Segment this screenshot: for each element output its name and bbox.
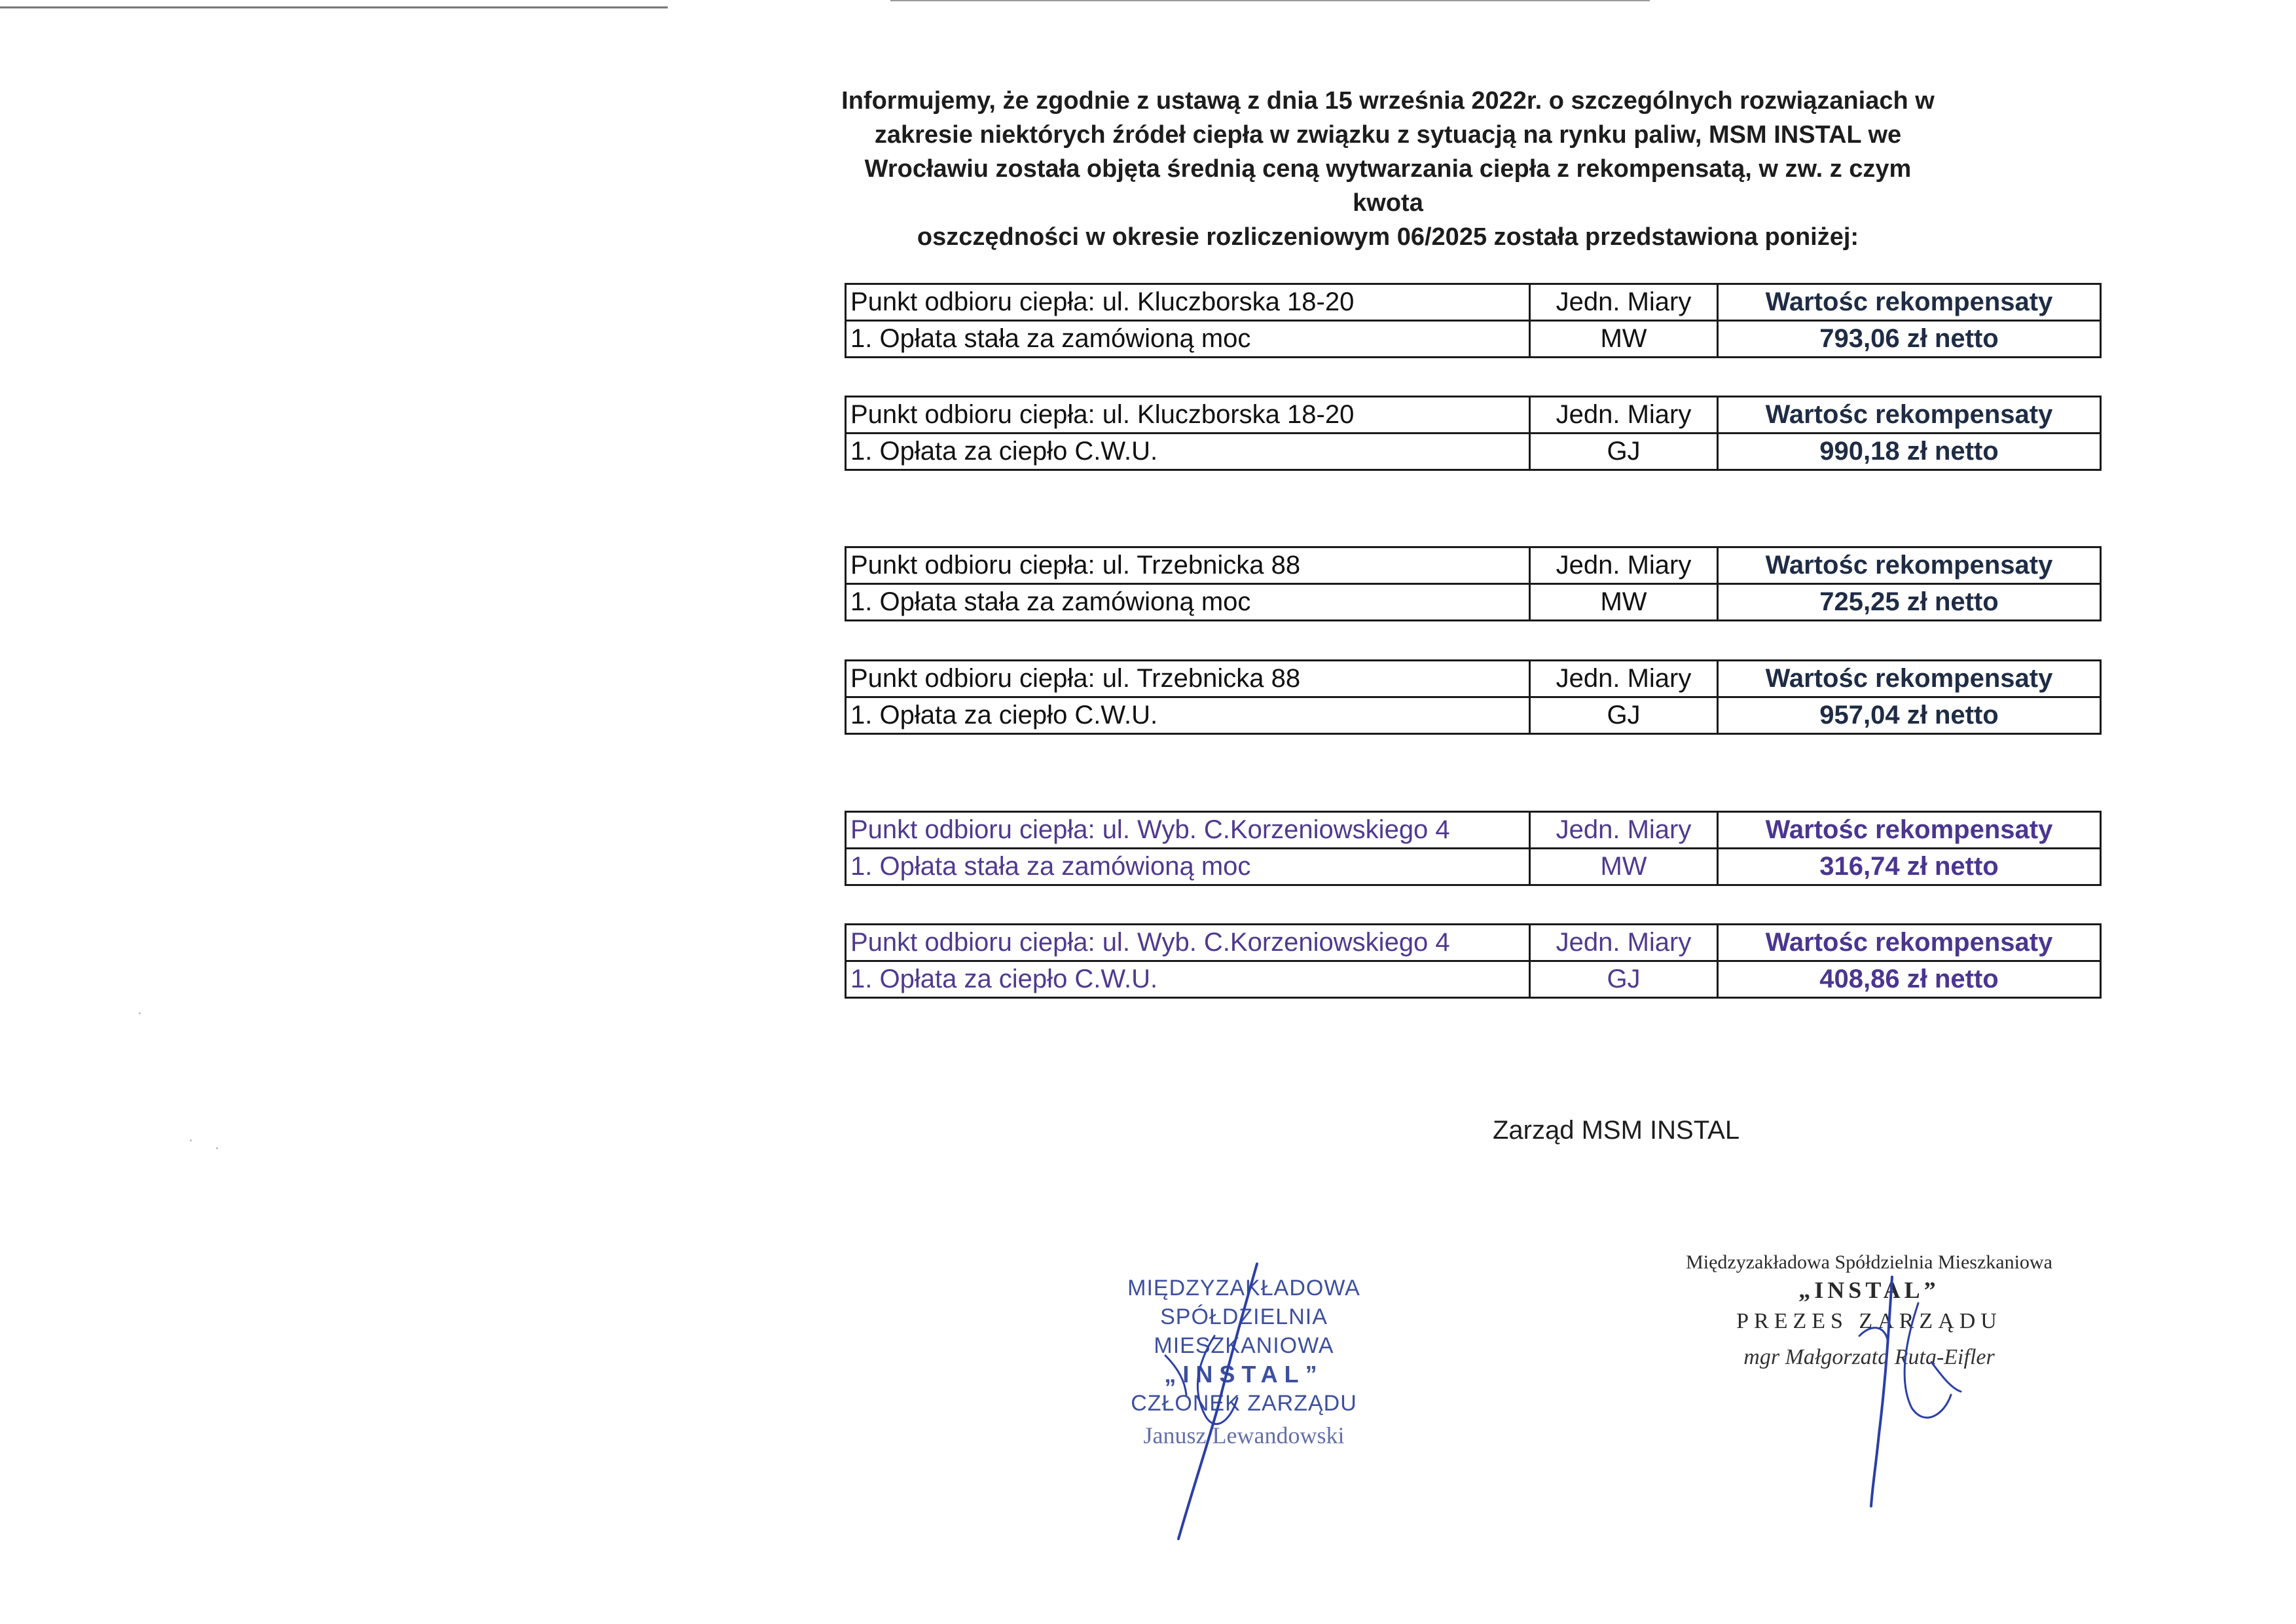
table-header-row	[846, 284, 2101, 321]
value-header-cell: Wartośc rekompensaty	[1718, 547, 2101, 584]
stamp-line: CZŁONEK ZARZĄDU	[1131, 1391, 1357, 1416]
table-row	[846, 584, 2101, 621]
compensation-value-cell: 316,74 zł netto	[1718, 849, 2101, 885]
compensation-table-korzeniowskiego-cwu	[845, 923, 2102, 999]
table-header-row	[846, 547, 2101, 584]
stamp-line: Międzyzakładowa Spółdzielnia Mieszkaniowa	[1686, 1251, 2052, 1273]
scan-edge-line	[890, 0, 1650, 1]
value-header-cell: Wartośc rekompensaty	[1718, 284, 2101, 321]
table-row	[846, 697, 2101, 734]
handwritten-signature-left	[1152, 1257, 1296, 1545]
scan-edge-line	[0, 7, 668, 9]
intro-paragraph	[831, 84, 1944, 254]
fee-item-cell: 1. Opłata za ciepło C.W.U.	[846, 434, 1530, 470]
fee-item-cell: 1. Opłata stała za zamówioną moc	[846, 321, 1530, 358]
value-header-cell: Wartośc rekompensaty	[1718, 812, 2101, 849]
value-header-cell: Wartośc rekompensaty	[1718, 661, 2101, 697]
scan-speck	[216, 1147, 218, 1149]
table-header-row	[846, 812, 2101, 849]
table-header-row	[846, 661, 2101, 697]
unit-header-cell: Jedn. Miary	[1530, 812, 1718, 849]
fee-item-cell: 1. Opłata za ciepło C.W.U.	[846, 961, 1530, 998]
heat-point-cell: Punkt odbioru ciepła: ul. Wyb. C.Korzeniowskiego 4	[846, 812, 1530, 849]
unit-cell: MW	[1530, 321, 1718, 358]
table-header-row	[846, 397, 2101, 434]
fee-item-cell: 1. Opłata stała za zamówioną moc	[846, 849, 1530, 885]
compensation-value-cell: 793,06 zł netto	[1718, 321, 2101, 358]
fee-item-cell: 1. Opłata za ciepło C.W.U.	[846, 697, 1530, 734]
stamp-line: „INSTAL”	[1798, 1277, 1940, 1303]
table-header-row	[846, 925, 2101, 961]
unit-cell: GJ	[1530, 434, 1718, 470]
compensation-value-cell: 725,25 zł netto	[1718, 584, 2101, 621]
unit-cell: MW	[1530, 849, 1718, 885]
unit-header-cell: Jedn. Miary	[1530, 547, 1718, 584]
unit-cell: GJ	[1530, 961, 1718, 998]
scan-speck	[190, 1139, 192, 1141]
stamp-name: mgr Małgorzata Ruta-Eifler	[1743, 1345, 1995, 1369]
unit-header-cell: Jedn. Miary	[1530, 661, 1718, 697]
compensation-table-korzeniowskiego-power	[845, 811, 2102, 886]
unit-cell: GJ	[1530, 697, 1718, 734]
table-row	[846, 849, 2101, 885]
unit-header-cell: Jedn. Miary	[1530, 397, 1718, 434]
stamp-line: MIĘDZYZAKŁADOWA	[1127, 1276, 1360, 1301]
compensation-value-cell: 957,04 zł netto	[1718, 697, 2101, 734]
value-header-cell: Wartośc rekompensaty	[1718, 397, 2101, 434]
compensation-table-trzebnicka-power	[845, 546, 2102, 621]
table-row	[846, 321, 2101, 358]
intro-line: oszczędności w okresie rozliczeniowym 06/2025 została przedstawiona poniżej:	[917, 223, 1859, 251]
heat-point-cell: Punkt odbioru ciepła: ul. Trzebnicka 88	[846, 547, 1530, 584]
value-header-cell: Wartośc rekompensaty	[1718, 925, 2101, 961]
unit-cell: MW	[1530, 584, 1718, 621]
compensation-value-cell: 990,18 zł netto	[1718, 434, 2101, 470]
heat-point-cell: Punkt odbioru ciepła: ul. Wyb. C.Korzeniowskiego 4	[846, 925, 1530, 961]
table-row	[846, 434, 2101, 470]
fee-item-cell: 1. Opłata stała za zamówioną moc	[846, 584, 1530, 621]
stamp-line: PREZES ZARZĄDU	[1736, 1309, 2002, 1333]
handwritten-signature-right	[1820, 1264, 1977, 1513]
table-row	[846, 961, 2101, 998]
compensation-value-cell: 408,86 zł netto	[1718, 961, 2101, 998]
stamp-line: „INSTAL”	[1164, 1361, 1324, 1388]
compensation-table-trzebnicka-cwu	[845, 659, 2102, 735]
unit-header-cell: Jedn. Miary	[1530, 284, 1718, 321]
compensation-table-kluczborska-power	[845, 283, 2102, 358]
intro-line: Informujemy, że zgodnie z ustawą z dnia 15 września 2022r. o szczególnych rozwiązaniach w	[841, 87, 1935, 115]
intro-line: zakresie niektórych źródeł ciepła w związku z sytuacją na rynku paliw, MSM INSTAL we	[874, 121, 1902, 149]
heat-point-cell: Punkt odbioru ciepła: ul. Kluczborska 18-20	[846, 284, 1530, 321]
heat-point-cell: Punkt odbioru ciepła: ul. Kluczborska 18-20	[846, 397, 1530, 434]
stamp-name: Janusz Lewandowski	[1143, 1422, 1345, 1449]
stamp-line: SPÓŁDZIELNIA MIESZKANIOWA	[1154, 1304, 1334, 1358]
board-signoff: Zarząd MSM INSTAL	[1493, 1116, 1740, 1145]
intro-line: Wrocławiu została objęta średnią ceną wytwarzania ciepła z rekompensatą, w zw. z czym kwota	[864, 155, 1912, 217]
heat-point-cell: Punkt odbioru ciepła: ul. Trzebnicka 88	[846, 661, 1530, 697]
compensation-table-kluczborska-cwu	[845, 396, 2102, 471]
unit-header-cell: Jedn. Miary	[1530, 925, 1718, 961]
scan-speck	[139, 1012, 141, 1014]
